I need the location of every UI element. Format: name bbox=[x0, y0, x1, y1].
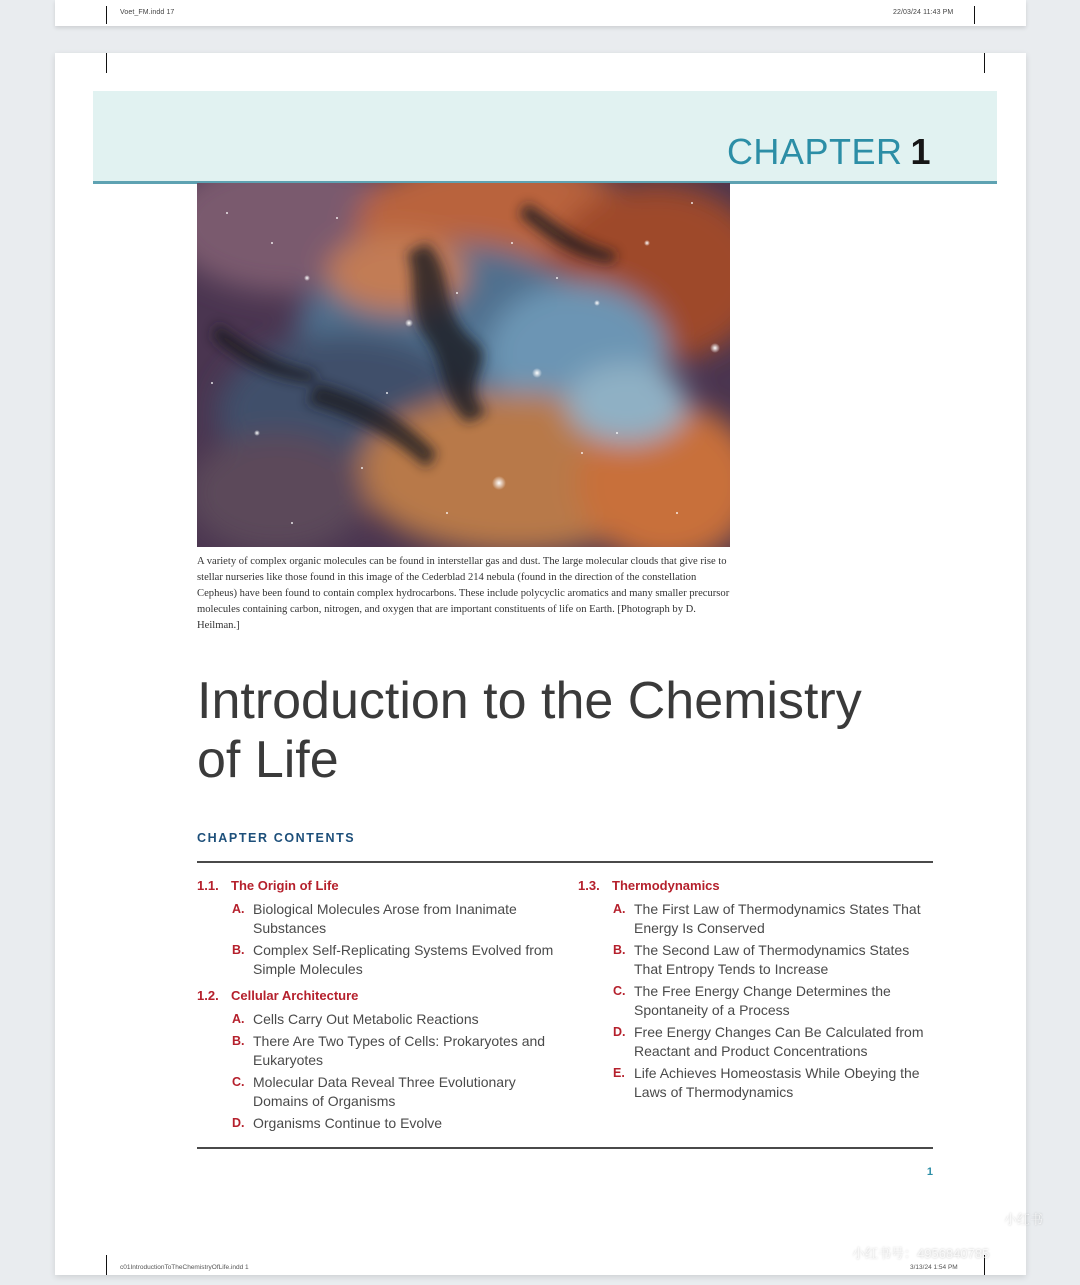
toc-subsection-letter: B. bbox=[613, 943, 626, 957]
toc-subsection[interactable] bbox=[578, 900, 938, 938]
watermark-brand: 小红书 bbox=[1004, 1212, 1044, 1227]
toc-subsection[interactable] bbox=[197, 1114, 557, 1133]
toc-section-number: 1.2. bbox=[197, 988, 219, 1003]
crop-mark bbox=[984, 53, 985, 73]
document-page bbox=[55, 53, 1026, 1275]
toc-section-heading[interactable] bbox=[578, 877, 938, 897]
toc-subsection[interactable] bbox=[197, 1010, 557, 1029]
chapter-heading bbox=[727, 132, 931, 172]
toc-section bbox=[197, 987, 557, 1133]
toc-section-title: The Origin of Life bbox=[231, 878, 339, 893]
toc-subsection-letter: D. bbox=[232, 1116, 245, 1130]
toc-subsection-text: Organisms Continue to Evolve bbox=[253, 1115, 443, 1131]
chapter-title bbox=[197, 672, 937, 790]
toc-section bbox=[578, 877, 938, 1102]
previous-page-strip bbox=[55, 0, 1026, 26]
toc-subsection-letter: B. bbox=[232, 943, 245, 957]
toc-subsection-text: The Second Law of Thermodynamics States That Entropy Tends to Increase bbox=[634, 942, 910, 977]
chapter-contents-label: CHAPTER CONTENTS bbox=[197, 831, 356, 845]
toc-left-column bbox=[197, 877, 557, 1133]
toc-subsection[interactable] bbox=[197, 1073, 557, 1111]
toc-right-column bbox=[578, 877, 938, 1102]
toc-subsection[interactable] bbox=[578, 1064, 938, 1102]
toc-subsection-text: Complex Self-Replicating Systems Evolved from Simple Molecules bbox=[253, 942, 554, 977]
toc-subsection-text: The First Law of Thermodynamics States That Energy Is Conserved bbox=[634, 901, 921, 936]
chapter-title-line: Introduction to the Chemistry bbox=[197, 672, 862, 730]
toc-subsection[interactable] bbox=[197, 1032, 557, 1070]
toc-subsection-letter: E. bbox=[613, 1066, 625, 1080]
toc-subsection-letter: A. bbox=[232, 902, 245, 916]
contents-top-rule bbox=[197, 861, 933, 863]
toc-subsection-text: Cells Carry Out Metabolic Reactions bbox=[253, 1011, 479, 1027]
toc-subsection[interactable] bbox=[578, 982, 938, 1020]
toc-section-heading[interactable] bbox=[197, 987, 557, 1007]
toc-subsection-text: Biological Molecules Arose from Inanimate Substances bbox=[253, 901, 517, 936]
nebula-photo bbox=[197, 183, 730, 547]
slug-timestamp: 22/03/24 11:43 PM bbox=[893, 9, 954, 16]
nebula-photo-svg bbox=[197, 183, 730, 547]
crop-mark bbox=[106, 53, 107, 73]
toc-subsection-text: Free Energy Changes Can Be Calculated from Reactant and Product Concentrations bbox=[634, 1024, 924, 1059]
toc-subsection-text: Life Achieves Homeostasis While Obeying the Laws of Thermodynamics bbox=[634, 1065, 920, 1100]
toc-subsection-text: There Are Two Types of Cells: Prokaryotes and Eukaryotes bbox=[253, 1033, 546, 1068]
toc-section-number: 1.3. bbox=[578, 878, 600, 893]
toc-subsection-letter: D. bbox=[613, 1025, 626, 1039]
toc-subsection-letter: A. bbox=[232, 1012, 245, 1026]
contents-bottom-rule bbox=[197, 1147, 933, 1149]
toc-subsection-letter: B. bbox=[232, 1034, 245, 1048]
toc-subsection-letter: C. bbox=[613, 984, 626, 998]
chapter-title-line: of Life bbox=[197, 731, 339, 789]
toc-subsection[interactable] bbox=[578, 941, 938, 979]
toc-subsection[interactable] bbox=[578, 1023, 938, 1061]
toc-section-number: 1.1. bbox=[197, 878, 219, 893]
toc-section-title: Thermodynamics bbox=[612, 878, 720, 893]
toc-subsection-letter: C. bbox=[232, 1075, 245, 1089]
toc-subsection-text: The Free Energy Change Determines the Spontaneity of a Process bbox=[634, 983, 891, 1018]
chapter-label: CHAPTER bbox=[726, 131, 903, 172]
slug-filename: Voet_FM.indd 17 bbox=[120, 9, 175, 16]
toc-section-title: Cellular Architecture bbox=[231, 988, 359, 1003]
figure-caption: A variety of complex organic molecules can be found in interstellar gas and dust. The large molecular clouds that give rise to stellar nurseries like those found in this image of the Cederblad 214 nebula (found in the direction of the constellation Cepheus) have been found to contain complex hydrocarbons. These include polycyclic aromatics and many smaller precursor molecules containing carbon, nitrogen, and oxygen that are important constituents of life on Earth. [Photograph by D. Heilman.] bbox=[197, 556, 730, 631]
footer-filename: c01IntroductionToTheChemistryOfLife.indd 1 bbox=[120, 1264, 249, 1271]
toc-section bbox=[197, 877, 557, 979]
toc-subsection-letter: A. bbox=[613, 902, 626, 916]
toc-subsection-text: Molecular Data Reveal Three Evolutionary Domains of Organisms bbox=[253, 1074, 516, 1109]
toc-subsection[interactable] bbox=[197, 900, 557, 938]
toc-section-heading[interactable] bbox=[197, 877, 557, 897]
page-number: 1 bbox=[926, 1166, 933, 1178]
watermark-account: 小红书号：4956840785 bbox=[852, 1246, 990, 1261]
crop-mark bbox=[974, 6, 975, 24]
toc-subsection[interactable] bbox=[197, 941, 557, 979]
crop-mark bbox=[106, 6, 107, 24]
chapter-band bbox=[93, 91, 997, 184]
crop-mark bbox=[106, 1255, 107, 1275]
footer-timestamp: 3/13/24 1:54 PM bbox=[910, 1264, 958, 1271]
chapter-number: 1 bbox=[910, 131, 931, 172]
